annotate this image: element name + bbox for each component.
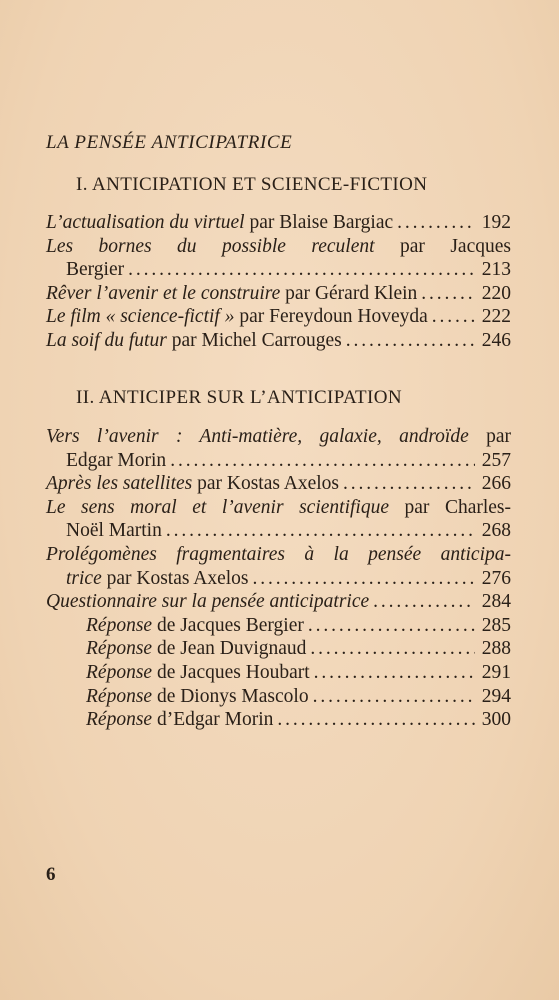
dot-leader	[346, 329, 475, 353]
dot-leader	[343, 472, 475, 496]
dot-leader	[277, 708, 475, 732]
toc-subentry	[46, 685, 511, 709]
toc-entry	[46, 282, 511, 306]
entry-sep: par	[374, 235, 451, 257]
entry-title: La soif du futur	[46, 329, 167, 351]
dot-leader	[253, 567, 475, 591]
entry-page: 268	[481, 520, 511, 542]
toc-entry	[46, 211, 511, 235]
entry-page: 288	[481, 638, 511, 660]
entry-page: 222	[481, 306, 511, 328]
entry-sep: par	[166, 329, 202, 351]
toc-entry	[46, 425, 511, 449]
entry-page: 291	[481, 661, 511, 683]
page-title: LA PENSÉE ANTICIPATRICE	[46, 132, 293, 153]
toc-entry	[46, 305, 511, 329]
entry-author: Bergier	[66, 259, 125, 281]
dot-leader	[170, 449, 475, 473]
entry-sep: de	[152, 638, 181, 660]
entry-page: 285	[481, 614, 511, 636]
section-heading-1: I. ANTICIPATION ET SCIENCE-FICTION	[76, 174, 428, 195]
toc-subentry	[46, 637, 511, 661]
entry-sep: par	[388, 496, 445, 518]
entry-author: Fereydoun Hoveyda	[269, 306, 428, 328]
dot-leader	[373, 590, 475, 614]
dot-leader	[397, 211, 475, 235]
entry-author: Kostas Axelos	[226, 473, 340, 495]
entry-sep: par	[192, 473, 227, 495]
entry-page: 294	[481, 685, 511, 707]
entry-page: 213	[481, 259, 511, 281]
dot-leader	[310, 637, 475, 661]
entry-page: 257	[481, 449, 511, 471]
toc-entry	[46, 472, 511, 496]
entry-sep: par	[468, 426, 511, 447]
entry-page: 192	[481, 212, 511, 233]
toc-entry-continuation	[46, 258, 511, 282]
entry-author: Noël Martin	[66, 520, 162, 542]
entry-title: Prolégomènes fragmentaires à la pensée anticipa-	[46, 543, 511, 565]
entry-page: 300	[481, 709, 511, 731]
entry-page: 246	[481, 329, 511, 351]
entry-author: Jacques Bergier	[180, 614, 304, 636]
entry-author: Gérard Klein	[314, 282, 418, 304]
entry-title: Réponse	[86, 638, 153, 660]
dot-leader	[128, 258, 475, 282]
entry-title: L’actualisation du virtuel	[46, 212, 245, 233]
entry-author: Jacques Houbart	[180, 661, 310, 683]
toc-entry	[46, 543, 511, 567]
dot-leader	[432, 305, 475, 329]
toc-entry	[46, 235, 511, 259]
entry-sep: par	[101, 567, 137, 589]
toc-entry-continuation	[46, 567, 511, 591]
toc-list-section-2	[46, 425, 511, 732]
dot-leader	[313, 685, 475, 709]
entry-title: Réponse	[86, 709, 153, 731]
entry-page: 284	[481, 591, 511, 613]
entry-author: Kostas Axelos	[136, 567, 249, 589]
entry-title: Vers l’avenir : Anti-matière, galaxie, androïde	[46, 426, 469, 447]
toc-subentry	[46, 661, 511, 685]
entry-author: Jacques	[450, 235, 511, 257]
entry-sep: par	[280, 282, 315, 304]
entry-sep: de	[152, 661, 181, 683]
entry-title: Réponse	[86, 661, 153, 683]
entry-title: Rêver l’avenir et le construire	[46, 282, 281, 304]
entry-title: Réponse	[86, 614, 153, 636]
toc-list-section-1	[46, 211, 511, 353]
entry-author: Charles-	[444, 496, 511, 518]
entry-page: 276	[481, 567, 511, 589]
dot-leader	[314, 661, 475, 685]
entry-author: Jean Duvignaud	[180, 638, 307, 660]
page-number: 6	[46, 864, 56, 885]
entry-sep: de	[152, 614, 181, 636]
entry-sep: par	[244, 212, 280, 233]
toc-subentry	[46, 614, 511, 638]
entry-author: Edgar Morin	[173, 709, 274, 731]
entry-sep: d’	[152, 709, 174, 731]
entry-title: trice	[66, 567, 102, 589]
section-heading-2: II. ANTICIPER SUR L’ANTICIPATION	[76, 387, 402, 408]
dot-leader	[166, 519, 475, 543]
entry-author: Michel Carrouges	[201, 329, 342, 351]
toc-entry-continuation	[46, 449, 511, 473]
toc-subentry	[46, 708, 511, 732]
dot-leader	[308, 614, 475, 638]
entry-author: Blaise Bargiac	[279, 212, 394, 233]
dot-leader	[421, 282, 475, 306]
entry-page: 220	[481, 282, 511, 304]
entry-title: Le film « science-fictif »	[46, 306, 235, 328]
toc-entry-continuation	[46, 519, 511, 543]
toc-entry	[46, 590, 511, 614]
entry-title: Les bornes du possible reculent	[46, 235, 375, 257]
entry-sep: de	[152, 685, 181, 707]
entry-title: Le sens moral et l’avenir scientifique	[46, 496, 389, 518]
entry-author: Dionys Mascolo	[180, 685, 309, 707]
entry-sep: par	[234, 306, 270, 328]
toc-entry	[46, 496, 511, 520]
entry-title: Après les satellites	[46, 473, 193, 495]
entry-author: Edgar Morin	[66, 449, 167, 471]
entry-title: Questionnaire sur la pensée anticipatrice	[46, 591, 370, 613]
entry-title: Réponse	[86, 685, 153, 707]
entry-page: 266	[481, 473, 511, 495]
toc-entry	[46, 329, 511, 353]
